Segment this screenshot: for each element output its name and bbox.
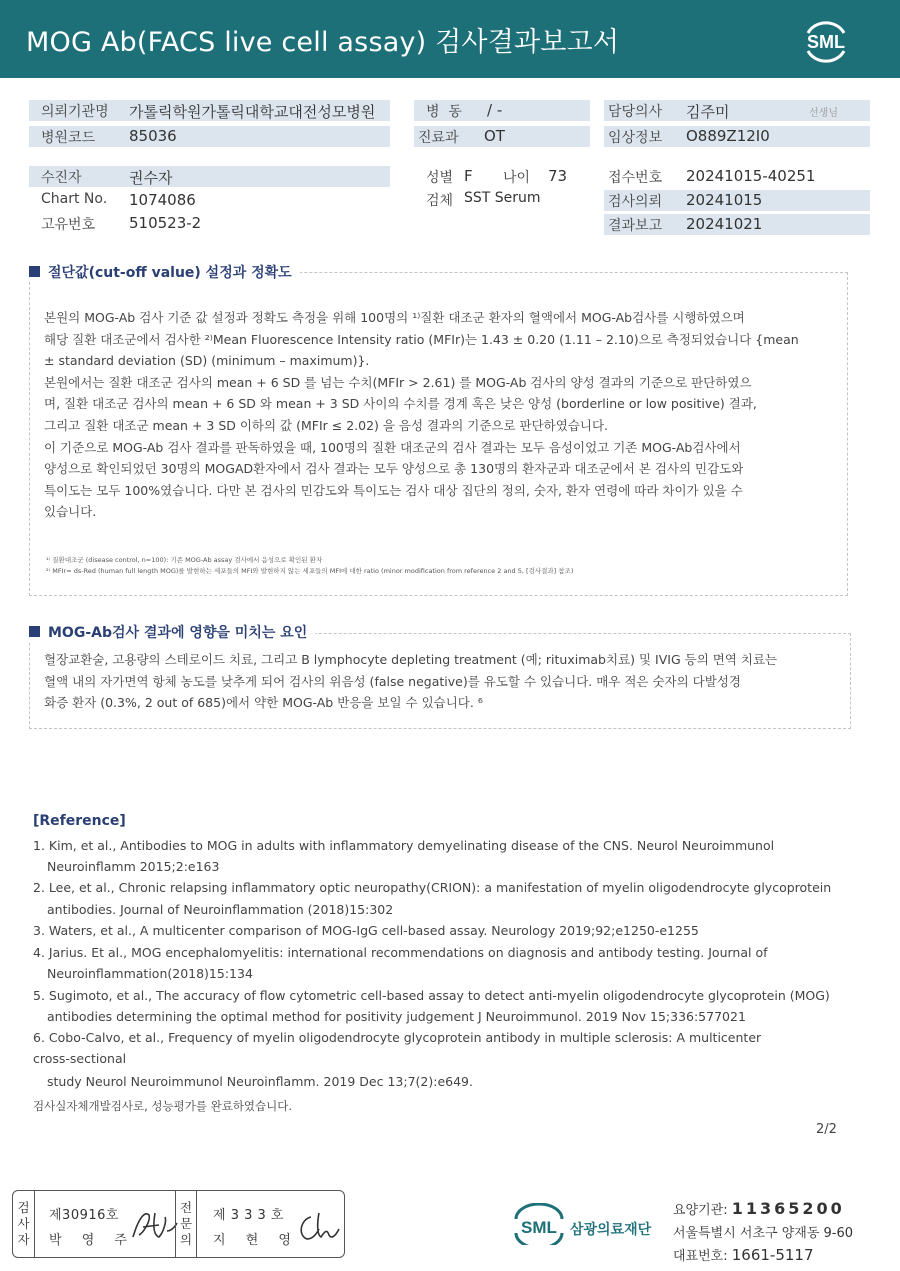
receipt-row xyxy=(604,166,870,187)
doctor-label: 담당의사 xyxy=(608,104,663,120)
id-row xyxy=(29,213,390,234)
factors-paragraph xyxy=(44,649,844,714)
chart-row xyxy=(29,190,390,211)
ward-label: 병 동 xyxy=(426,104,462,120)
report-label: 결과보고 xyxy=(608,218,663,234)
reference-title: [Reference] xyxy=(33,813,126,829)
specialist-label: 전 문 의 xyxy=(175,1191,197,1257)
sex-label: 성별 xyxy=(426,170,454,186)
report-date-row xyxy=(604,214,870,235)
reference-item: Neuroinflammation(2018)15:134 xyxy=(47,966,253,981)
hospital-row xyxy=(29,100,390,121)
footer-org-name: 삼광의료재단 xyxy=(570,1222,652,1238)
hospital-code-label: 병원코드 xyxy=(41,130,96,146)
request-label: 검사의뢰 xyxy=(608,194,663,210)
hospital-label: 의뢰기관명 xyxy=(41,104,109,120)
receipt-no-label: 접수번호 xyxy=(608,170,663,186)
cutoff-line: 이 기준으로 MOG-Ab 검사 결과를 판독하였을 때, 100명의 질환 대조군의 검사 결과는 모두 음성이었고 기존 MOG-Ab검사에서 xyxy=(44,439,741,455)
specialist-license: 제 3 3 3 호 xyxy=(213,1208,284,1223)
factors-line: 혈장교환술, 고용량의 스테로이드 치료, 그리고 B lymphocyte depleting treatment (예; rituximab치료) 및 IVIG 등의 면역 치료는 xyxy=(44,652,778,667)
patient-value: 권수자 xyxy=(129,169,173,187)
doctor-row xyxy=(604,100,870,121)
doctor-value: 김주미 xyxy=(686,103,730,121)
cutoff-line: 해당 질환 대조군에서 검사한 ²⁾Mean Fluorescence Intensity ratio (MFIr)는 1.43 ± 0.20 (1.11 – 2.10)으로 측정되었습니다 {mean xyxy=(44,331,799,347)
cutoff-paragraph xyxy=(44,307,844,523)
svg-text:SML: SML xyxy=(521,1218,557,1237)
signature-box xyxy=(12,1190,345,1258)
inspector-name: 박 영 주 xyxy=(49,1233,135,1248)
clinical-label: 임상정보 xyxy=(608,130,663,146)
report-value: 20241021 xyxy=(686,215,763,233)
age-value: 73 xyxy=(548,167,568,185)
sex-age-row xyxy=(414,166,590,187)
dept-value: OT xyxy=(484,127,505,145)
factors-line: 혈액 내의 자가면역 항체 농도를 낮추게 되어 검사의 위음성 (false negative)를 유도할 수 있습니다. 매우 적은 숫자의 다발성경 xyxy=(44,673,741,689)
cutoff-line: 며, 질환 대조군 검사의 mean + 6 SD 와 mean + 3 SD 사이의 수치를 경계 혹은 낮은 양성 (borderline or low positive) 결과, xyxy=(44,396,757,412)
reference-item: antibodies determining the optimal method for positivity judgement J Neuroimmunol. 2019 Nov 15;336:577021 xyxy=(47,1009,746,1024)
sml-logo-icon xyxy=(798,13,854,63)
cutoff-line: ± standard deviation (SD) (minimum – maximum)}. xyxy=(44,353,370,369)
sml-footer-logo-icon xyxy=(510,1203,568,1245)
cutoff-line: 본원에서는 질환 대조군 검사의 mean + 6 SD 를 넘는 수치(MFIr > 2.61) 를 MOG-Ab 검사의 양성 결과의 기준으로 판단하였으 xyxy=(44,374,752,390)
inspector-license: 제30916호 xyxy=(49,1208,119,1223)
reference-item: study Neurol Neuroimmunol Neuroinflamm. 2019 Dec 13;7(2):e649. xyxy=(47,1074,473,1089)
hospital-code-row xyxy=(29,126,390,147)
specimen-row xyxy=(414,189,590,210)
inspector-signature-icon xyxy=(129,1207,179,1247)
page-number: 2/2 xyxy=(816,1122,837,1137)
footer-address: 서울특별시 서초구 양재동 9-60 xyxy=(673,1226,854,1241)
age-label: 나이 xyxy=(503,170,531,186)
reference-item: antibodies. Journal of Neuroinflammation (2018)15:302 xyxy=(47,902,394,917)
cutoff-line: 양성으로 확인되었던 30명의 MOGAD환자에서 검사 결과는 모두 양성으로 총 130명의 환자군과 대조군에서 본 검사의 민감도와 xyxy=(44,461,744,477)
specialist-name: 지 현 영 xyxy=(213,1233,299,1248)
reference-item: 4. Jarius. Et al., MOG encephalomyelitis: international recommendations on diagnosis and antibody testing. Journal of xyxy=(33,945,768,960)
cutoff-line: 있습니다. xyxy=(44,504,97,520)
reference-item: 2. Lee, et al., Chronic relapsing inflammatory optic neuropathy(CRION): a manifestation of myelin oligodendrocyte glycoprotein xyxy=(33,880,832,895)
reference-item: cross-sectional xyxy=(33,1051,127,1066)
id-label: 고유번호 xyxy=(41,217,96,233)
patient-label: 수진자 xyxy=(41,170,82,186)
cutoff-line: 그리고 질환 대조군 mean + 3 SD 이하의 값 (MFIr ≤ 2.02) 을 음성 결과의 기준으로 판단하였습니다. xyxy=(44,417,609,433)
id-value: 510523-2 xyxy=(129,214,202,232)
square-bullet-icon xyxy=(29,626,40,637)
factors-line: 화증 환자 (0.3%, 2 out of 685)에서 약한 MOG-Ab 반응을 보일 수 있습니다. ⁶ xyxy=(44,695,483,710)
hospital-code-value: 85036 xyxy=(129,127,177,145)
chart-value: 1074086 xyxy=(129,191,196,209)
chart-label: Chart No. xyxy=(41,191,108,207)
cutoff-line: 본원의 MOG-Ab 검사 기준 값 설정과 정확도 측정을 위해 100명의 ¹⁾질환 대조군 환자의 혈액에서 MOG-Ab검사를 시행하였으며 xyxy=(44,310,745,325)
report-header xyxy=(0,0,900,78)
cutoff-line: 특이도는 모두 100%였습니다. 다만 본 검사의 민감도와 특이도는 검사 대상 집단의 정의, 숫자, 환자 연령에 따라 차이가 있을 수 xyxy=(44,482,743,498)
ward-row xyxy=(414,100,590,121)
footnote-2: ²⁾ MFIr= ds-Red (human full length MOG)를 발현하는 세포들의 MFI와 발현하지 않는 세포들의 MFI에 대한 ratio (minor modification from reference 2 and 5, [검사결과] 참조) xyxy=(46,567,574,575)
footnote-1: ¹⁾ 질환대조군 (disease control, n=100): 기존 MOG-Ab assay 검사에서 음성으로 확인된 환자 xyxy=(46,556,323,564)
svg-text:SML: SML xyxy=(807,32,845,52)
reference-item: 1. Kim, et al., Antibodies to MOG in adults with inflammatory demyelinating disease of the CNS. Neurol Neuroimmunol xyxy=(33,838,775,853)
patient-row xyxy=(29,166,390,187)
validation-note: 검사실자체개발검사로, 성능평가를 완료하였습니다. xyxy=(33,1099,293,1113)
request-row xyxy=(604,190,870,211)
sex-value: F xyxy=(464,167,473,185)
reference-item: Neuroinflamm 2015;2:e163 xyxy=(47,859,220,874)
ward-value: / - xyxy=(487,101,503,119)
hospital-value: 가톨릭학원가톨릭대학교대전성모병원 xyxy=(129,103,376,121)
dept-row xyxy=(414,126,590,147)
doctor-suffix: 선생님 xyxy=(809,108,838,119)
reference-item: 6. Cobo-Calvo, et al., Frequency of myelin oligodendrocyte glycoprotein antibody in multiple sclerosis: A multicenter xyxy=(33,1030,762,1045)
footer-phone: 대표번호: 1661-5117 xyxy=(673,1246,814,1264)
dept-label: 진료과 xyxy=(418,130,459,146)
square-bullet-icon xyxy=(29,266,40,277)
request-value: 20241015 xyxy=(686,191,763,209)
factors-section-heading: MOG-Ab검사 결과에 영향을 미치는 요인 xyxy=(29,622,315,642)
care-code: 요양기관: 11365200 xyxy=(673,1199,845,1218)
receipt-no-value: 20241015-40251 xyxy=(686,167,816,185)
inspector-label: 검 사 자 xyxy=(13,1191,35,1257)
reference-item: 3. Waters, et al., A multicenter comparison of MOG-IgG cell-based assay. Neurology 2019;92;e1250-e1255 xyxy=(33,923,699,938)
report-title: MOG Ab(FACS live cell assay) 검사결과보고서 xyxy=(26,27,620,58)
cutoff-section-heading: 절단값(cut-off value) 설정과 정확도 xyxy=(29,262,300,282)
specimen-label: 검체 xyxy=(426,193,454,209)
specimen-value: SST Serum xyxy=(464,190,541,206)
clinical-value: O889Z12I0 xyxy=(686,127,770,145)
reference-item: 5. Sugimoto, et al., The accuracy of flow cytometric cell-based assay to detect anti-myelin oligodendrocyte glycoprotein (MOG) xyxy=(33,988,830,1003)
clinical-row xyxy=(604,126,870,147)
specialist-signature-icon xyxy=(293,1209,341,1247)
